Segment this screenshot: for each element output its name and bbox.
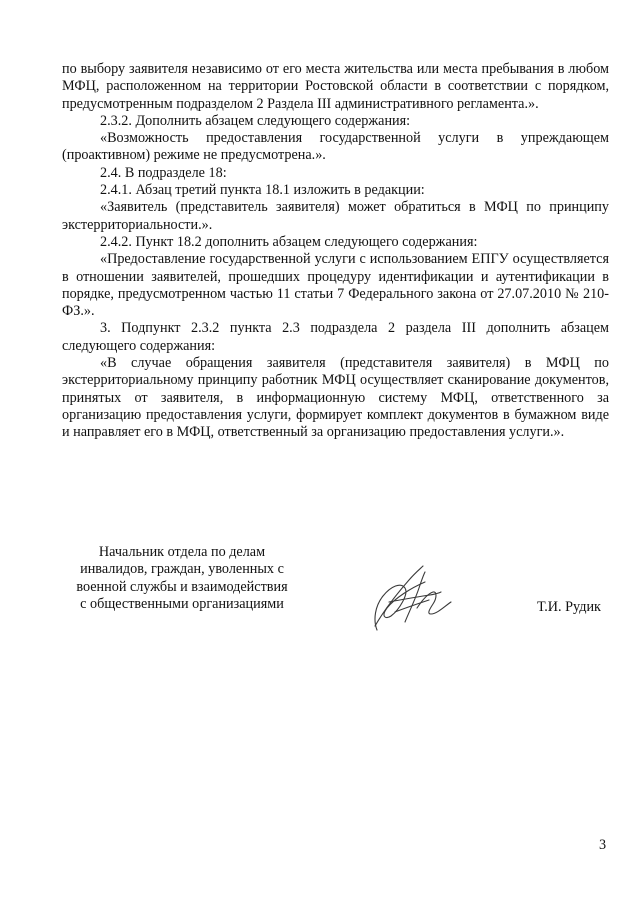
paragraph-2-4-2: 2.4.2. Пункт 18.2 дополнить абзацем следующего содержания:: [100, 233, 478, 250]
page-number: 3: [599, 837, 607, 853]
signatory-position: [62, 544, 302, 613]
document-body: [62, 61, 609, 442]
paragraph-2-4-1: 2.4.1. Абзац третий пункта 18.1 изложить в редакции:: [100, 182, 425, 199]
paragraph-extraterritorial: «Заявитель (представитель заявителя) может обратиться в МФЦ по принципу экстерриториальности.».: [62, 199, 609, 233]
paragraph-2-3-2: 2.3.2. Дополнить абзацем следующего содержания:: [100, 112, 411, 129]
position-line: инвалидов, граждан, уволенных с: [80, 561, 284, 578]
handwritten-signature: [365, 562, 460, 634]
paragraph-scanning: «В случае обращения заявителя (представителя заявителя) в МФЦ по экстерриториальному принципу работник МФЦ осуществляет сканирование документов, принятых от заявителя, в информационную систему МФЦ, ответственного за организацию предоставления услуги, формирует комплект документов в бумажном виде и направляет его в МФЦ, ответственный за организацию предоставления услуги.».: [62, 355, 609, 441]
position-line: военной службы и взаимодействия: [76, 578, 288, 595]
position-line: с общественными организациями: [80, 595, 284, 612]
paragraph-epgu: «Предоставление государственной услуги с использованием ЕПГУ осуществляется в отношении заявителей, прошедших процедуру идентификации и аутентификации в порядке, предусмотренном частью 11 статьи 7 Федерального закона от 27.07.2010 № 210-ФЗ.».: [62, 251, 609, 320]
signer-name: Т.И. Рудик: [537, 599, 601, 615]
position-line: Начальник отдела по делам: [98, 544, 266, 560]
paragraph-section-3: 3. Подпункт 2.3.2 пункта 2.3 подраздела 2 раздела III дополнить абзацем следующего содержания:: [62, 320, 609, 354]
paragraph-proactive-mode: «Возможность предоставления государственной услуги в упреждающем (проактивном) режиме не предусмотрена.».: [62, 130, 609, 164]
paragraph-continuation: по выбору заявителя независимо от его места жительства или места пребывания в любом МФЦ, расположенном на территории Ростовской области в соответствии с порядком, предусмотренным подразделом 2 Раздела III административного регламента.».: [62, 61, 609, 112]
paragraph-2-4: 2.4. В подразделе 18:: [100, 164, 227, 181]
